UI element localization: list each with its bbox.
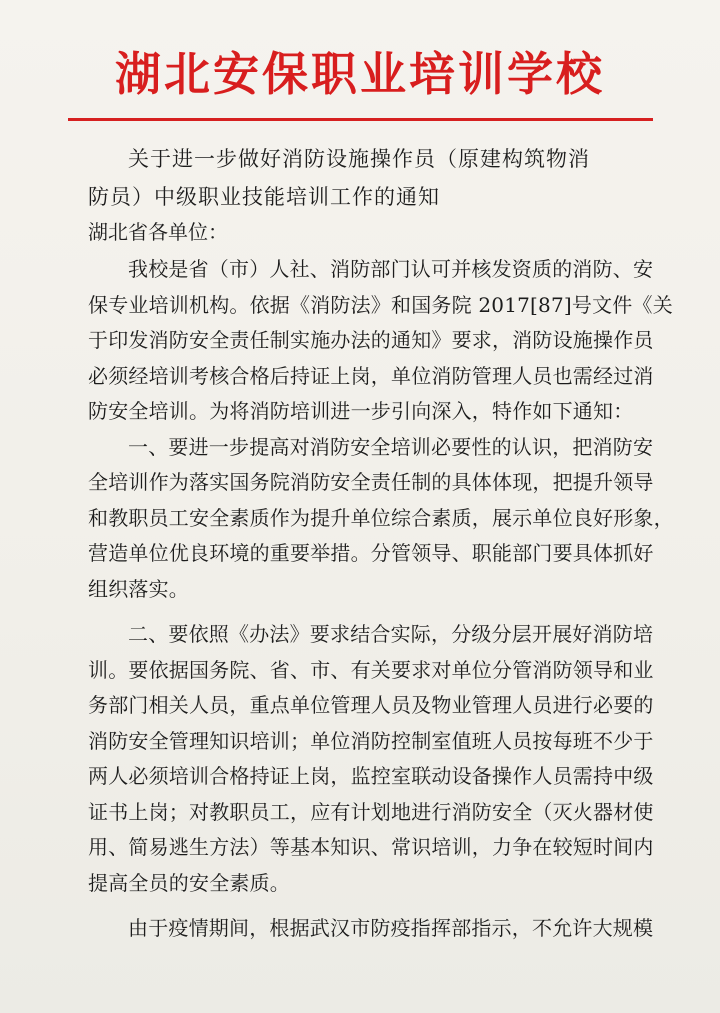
paragraph-line: 用、简易逃生方法）等基本知识、常识培训，力争在较短时间内 [88,835,654,859]
paragraph-line: 二、要依照《办法》要求结合实际，分级分层开展好消防培 [128,622,654,646]
letterhead-title: 湖北安保职业培训学校 [115,47,605,101]
paragraph-line: 消防安全管理知识培训；单位消防控制室值班人员按每班不少于 [88,728,654,753]
paragraph-line: 提高全员的安全素质。 [88,870,290,895]
paragraph-line: 务部门相关人员，重点单位管理人员及物业管理人员进行必要的 [88,693,654,717]
paragraph-line: 于印发消防安全责任制实施办法的通知》要求，消防设施操作员 [88,328,654,352]
paragraph-line: 防安全培训。为将消防培训进一步引向深入，特作如下通知： [88,399,634,423]
paragraph-line: 训。要依据国务院、省、市、有关要求对单位分管消防领导和业 [88,657,654,682]
paragraph-line: 和教职员工安全素质作为提升单位综合素质，展示单位良好形象， [88,505,674,530]
notice-title [88,140,628,216]
salutation: 湖北省各单位： [88,220,228,244]
notice-title-line-2: 防员）中级职业技能培训工作的通知 [88,185,440,209]
notice-title-line-1: 关于进一步做好消防设施操作员（原建构筑物消 [128,147,590,171]
paragraph-line: 由于疫情期间，根据武汉市防疫指挥部指示，不允许大规模 [128,916,654,940]
notice-body [88,252,674,947]
paragraph-line: 证书上岗；对教职员工，应有计划地进行消防安全（灭火器材使 [88,799,654,824]
paragraph-intro [88,252,673,430]
paragraph-line: 营造单位优良环境的重要举措。分管领导、职能部门要具体抓好 [88,541,654,565]
paragraph-point-1 [88,430,674,608]
paragraph-line: 一、要进一步提高对消防安全培训必要性的认识，把消防安 [128,434,654,459]
paragraph-line: 保专业培训机构。依据《消防法》和国务院 2017[87]号文件《关 [88,292,673,317]
paragraph-epidemic [88,911,654,947]
paragraph-line: 组织落实。 [88,576,189,601]
paragraph-point-2 [88,617,654,901]
paragraph-line: 全培训作为落实国务院消防安全责任制的具体体现，把提升领导 [88,470,654,494]
paragraph-line: 我校是省（市）人社、消防部门认可并核发资质的消防、安 [128,257,654,281]
letterhead-red-line [68,118,653,121]
paragraph-line: 两人必须培训合格持证上岗，监控室联动设备操作人员需持中级 [88,764,654,788]
paragraph-line: 必须经培训考核合格后持证上岗，单位消防管理人员也需经过消 [88,363,654,388]
